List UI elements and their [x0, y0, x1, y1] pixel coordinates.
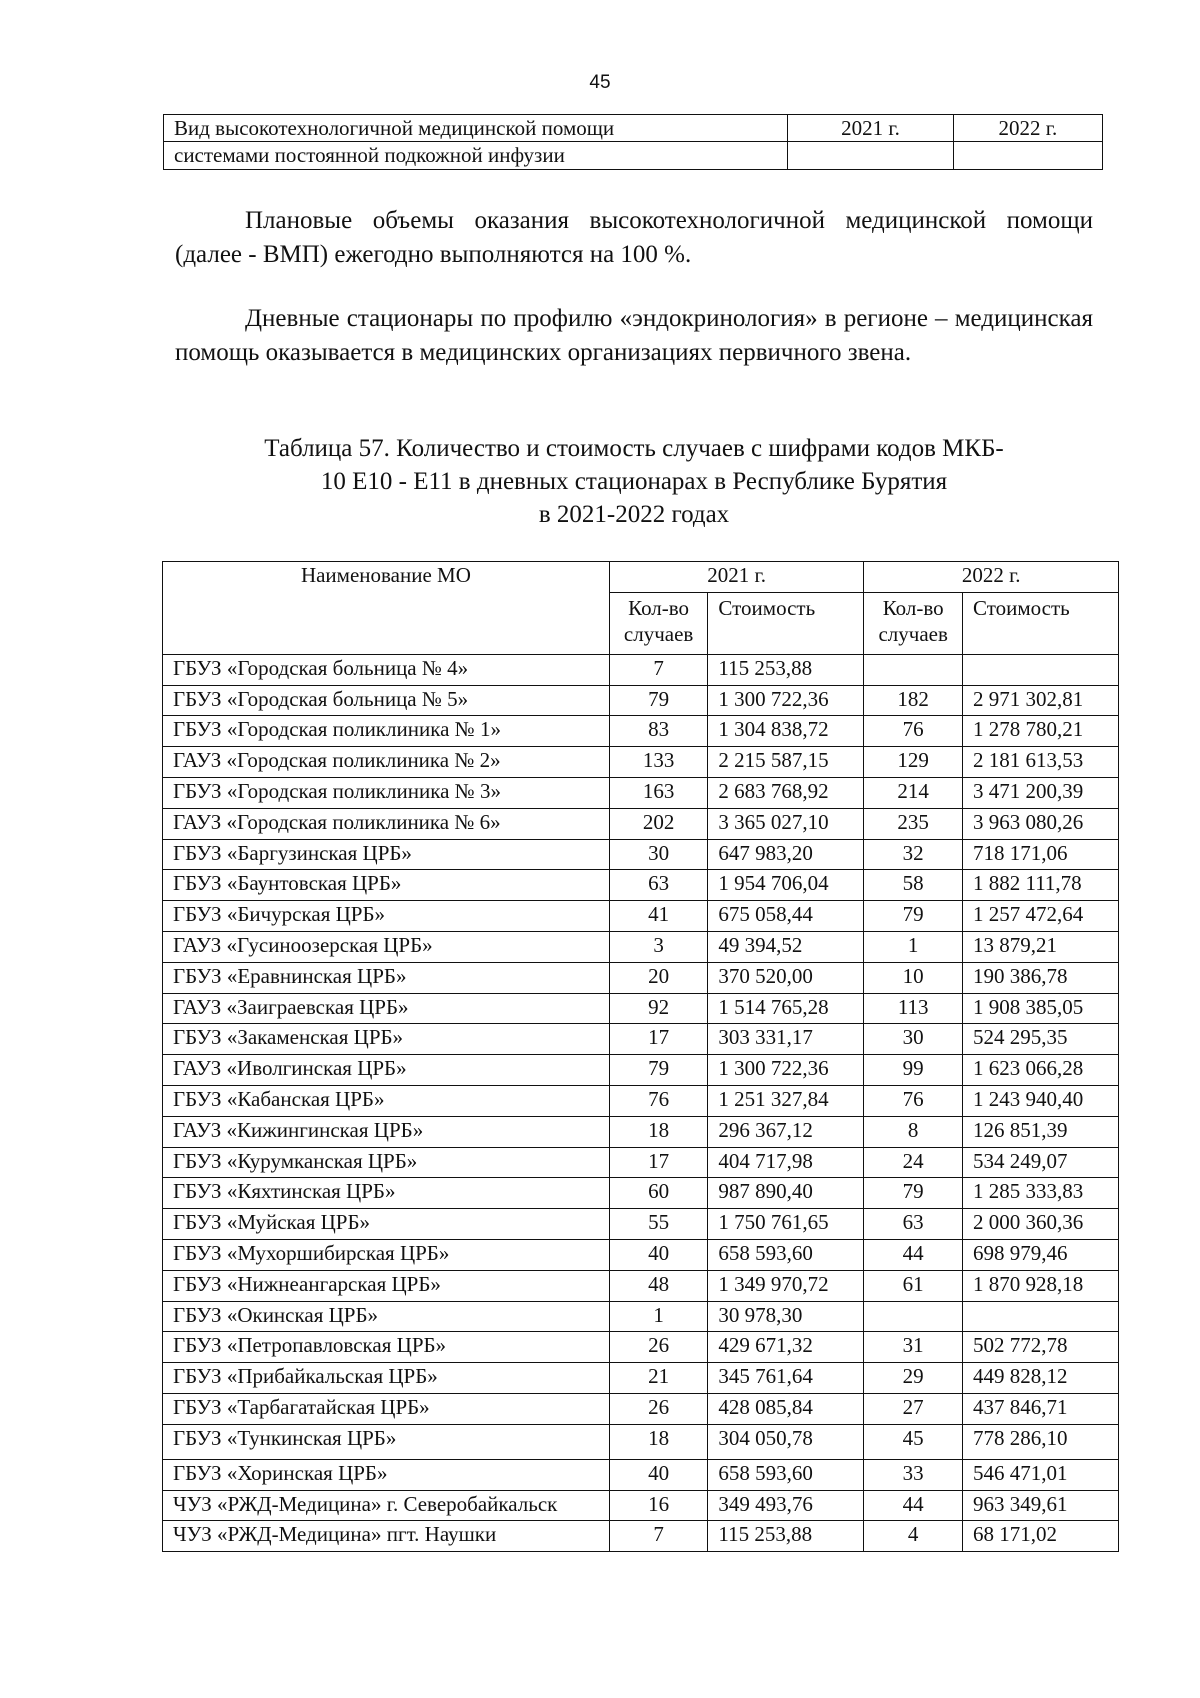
- cell-count-2021: 26: [609, 1332, 708, 1363]
- cell-cost-2022: 1 285 333,83: [962, 1178, 1118, 1209]
- cell-count-2021: 3: [609, 931, 708, 962]
- cell-count-2021: 21: [609, 1363, 708, 1394]
- table-row: [163, 685, 1119, 716]
- cell-cost-2022: 449 828,12: [962, 1363, 1118, 1394]
- cell-cost-2022: 546 471,01: [962, 1459, 1118, 1490]
- cell-cost-2022: 1 908 385,05: [962, 993, 1118, 1024]
- cell-count-2021: 41: [609, 901, 708, 932]
- cell-cost-2021: 1 304 838,72: [708, 716, 864, 747]
- cell-name: ГБУЗ «Еравнинская ЦРБ»: [163, 962, 610, 993]
- table-row: [163, 1393, 1119, 1424]
- cell-cost-2022: 502 772,78: [962, 1332, 1118, 1363]
- cell-count-2021: 83: [609, 716, 708, 747]
- table-row: [163, 993, 1119, 1024]
- cell-cost-2021: 658 593,60: [708, 1239, 864, 1270]
- table-row: [163, 1521, 1119, 1552]
- table-row: [163, 1332, 1119, 1363]
- cell-cost-2022: 1 243 940,40: [962, 1085, 1118, 1116]
- cell-count-2021: 26: [609, 1393, 708, 1424]
- cell-cost-2021: 1 349 970,72: [708, 1270, 864, 1301]
- cell-cost-2022: 3 471 200,39: [962, 777, 1118, 808]
- header-cost-2022: Стоимость: [962, 592, 1118, 654]
- cell-name: ГБУЗ «Баунтовская ЦРБ»: [163, 870, 610, 901]
- cell-name: ГБУЗ «Бичурская ЦРБ»: [163, 901, 610, 932]
- cell-name: ГБУЗ «Окинская ЦРБ»: [163, 1301, 610, 1332]
- cell-count-2022: 4: [864, 1521, 963, 1552]
- table-row: [163, 1116, 1119, 1147]
- cell-cost-2022: 2 000 360,36: [962, 1209, 1118, 1240]
- cell-cost-2022: 524 295,35: [962, 1024, 1118, 1055]
- cell-cost-2022: 1 623 066,28: [962, 1055, 1118, 1086]
- cell-count-2022: 44: [864, 1490, 963, 1521]
- cell-cost-2022: [962, 654, 1118, 685]
- cell-cost-2022: 68 171,02: [962, 1521, 1118, 1552]
- cell-cost-2021: 303 331,17: [708, 1024, 864, 1055]
- cell-cost-2021: 349 493,76: [708, 1490, 864, 1521]
- cell-count-2022: 61: [864, 1270, 963, 1301]
- table-row: [163, 1424, 1119, 1459]
- cell-cost-2022: 698 979,46: [962, 1239, 1118, 1270]
- cell-name: ЧУЗ «РЖД-Медицина» г. Северобайкальск: [163, 1490, 610, 1521]
- header-name: Наименование МО: [163, 562, 610, 655]
- cell-count-2021: 63: [609, 870, 708, 901]
- cell-cost-2022: 2 181 613,53: [962, 747, 1118, 778]
- table-row: [163, 1024, 1119, 1055]
- cell-cost-2021: 1 514 765,28: [708, 993, 864, 1024]
- cell-count-2022: 63: [864, 1209, 963, 1240]
- cell-name: ГБУЗ «Кабанская ЦРБ»: [163, 1085, 610, 1116]
- table-caption-line-3: в 2021-2022 годах: [538, 501, 730, 528]
- table-row: [163, 1178, 1119, 1209]
- main-table-header-row-1: [163, 562, 1119, 593]
- cell-count-2021: 18: [609, 1424, 708, 1459]
- cell-cost-2021: 49 394,52: [708, 931, 864, 962]
- top-table-row: [164, 142, 1103, 169]
- cell-name: ГБУЗ «Городская поликлиника № 3»: [163, 777, 610, 808]
- table-row: [163, 1363, 1119, 1394]
- cell-count-2021: 30: [609, 839, 708, 870]
- table-row: [163, 901, 1119, 932]
- cell-count-2022: 235: [864, 808, 963, 839]
- cell-cost-2022: 718 171,06: [962, 839, 1118, 870]
- cell-count-2022: 79: [864, 901, 963, 932]
- cell-name: ГБУЗ «Нижнеангарская ЦРБ»: [163, 1270, 610, 1301]
- header-2021: 2021 г.: [609, 562, 864, 593]
- cell-name: ГБУЗ «Прибайкальская ЦРБ»: [163, 1363, 610, 1394]
- cell-count-2022: 182: [864, 685, 963, 716]
- cell-count-2021: 1: [609, 1301, 708, 1332]
- top-table-cell-2021: [788, 142, 953, 169]
- main-table-body: [163, 654, 1119, 1551]
- cell-count-2022: 31: [864, 1332, 963, 1363]
- table-row: [163, 931, 1119, 962]
- table-row: [163, 747, 1119, 778]
- cell-name: ГБУЗ «Городская поликлиника № 1»: [163, 716, 610, 747]
- top-table-cell-type: системами постоянной подкожной инфузии: [164, 142, 788, 169]
- table-row: [163, 839, 1119, 870]
- cell-name: ГАУЗ «Гусиноозерская ЦРБ»: [163, 931, 610, 962]
- cell-cost-2022: 2 971 302,81: [962, 685, 1118, 716]
- cell-count-2021: 55: [609, 1209, 708, 1240]
- cell-count-2022: 99: [864, 1055, 963, 1086]
- cell-cost-2021: 2 683 768,92: [708, 777, 864, 808]
- cell-cost-2021: 304 050,78: [708, 1424, 864, 1459]
- header-cost-2021: Стоимость: [708, 592, 864, 654]
- cell-name: ГБУЗ «Тарбагатайская ЦРБ»: [163, 1393, 610, 1424]
- cell-cost-2022: 126 851,39: [962, 1116, 1118, 1147]
- cell-cost-2022: 1 870 928,18: [962, 1270, 1118, 1301]
- cell-name: ГАУЗ «Кижингинская ЦРБ»: [163, 1116, 610, 1147]
- cell-cost-2021: 3 365 027,10: [708, 808, 864, 839]
- table-row: [163, 1085, 1119, 1116]
- cell-name: ГАУЗ «Иволгинская ЦРБ»: [163, 1055, 610, 1086]
- top-table-header-2021: 2021 г.: [788, 115, 953, 142]
- cell-cost-2021: 345 761,64: [708, 1363, 864, 1394]
- cell-count-2022: 76: [864, 716, 963, 747]
- cell-count-2022: [864, 1301, 963, 1332]
- table-row: [163, 1270, 1119, 1301]
- cell-name: ГАУЗ «Городская поликлиника № 6»: [163, 808, 610, 839]
- cell-count-2021: 202: [609, 808, 708, 839]
- table-row: [163, 1147, 1119, 1178]
- cell-count-2022: [864, 654, 963, 685]
- cell-count-2021: 76: [609, 1085, 708, 1116]
- table-row: [163, 654, 1119, 685]
- cell-cost-2022: 534 249,07: [962, 1147, 1118, 1178]
- main-table: [162, 561, 1119, 1552]
- paragraph-vmp: Плановые объемы оказания высокотехнологичной медицинской помощи (далее - ВМП) ежегодно выполняются на 100 %.: [175, 207, 1093, 268]
- table-row: [163, 1459, 1119, 1490]
- cell-count-2021: 133: [609, 747, 708, 778]
- cell-count-2022: 44: [864, 1239, 963, 1270]
- cell-cost-2021: 1 750 761,65: [708, 1209, 864, 1240]
- top-table-header-type: Вид высокотехнологичной медицинской помощи: [164, 115, 788, 142]
- cell-name: ГБУЗ «Хоринская ЦРБ»: [163, 1459, 610, 1490]
- cell-count-2022: 113: [864, 993, 963, 1024]
- cell-cost-2021: 2 215 587,15: [708, 747, 864, 778]
- cell-count-2022: 214: [864, 777, 963, 808]
- table-row: [163, 870, 1119, 901]
- cell-cost-2022: 190 386,78: [962, 962, 1118, 993]
- cell-cost-2021: 1 954 706,04: [708, 870, 864, 901]
- cell-count-2021: 40: [609, 1459, 708, 1490]
- cell-cost-2021: 675 058,44: [708, 901, 864, 932]
- cell-count-2021: 18: [609, 1116, 708, 1147]
- cell-cost-2021: 987 890,40: [708, 1178, 864, 1209]
- cell-cost-2022: 1 278 780,21: [962, 716, 1118, 747]
- cell-name: ЧУЗ «РЖД-Медицина» пгт. Наушки: [163, 1521, 610, 1552]
- cell-count-2022: 24: [864, 1147, 963, 1178]
- cell-cost-2021: 296 367,12: [708, 1116, 864, 1147]
- cell-cost-2021: 115 253,88: [708, 654, 864, 685]
- cell-count-2021: 92: [609, 993, 708, 1024]
- cell-name: ГБУЗ «Мухоршибирская ЦРБ»: [163, 1239, 610, 1270]
- paragraph-day-hospitals: Дневные стационары по профилю «эндокринология» в регионе – медицинская помощь оказывается в медицинских организациях первичного звена.: [175, 305, 1093, 366]
- cell-cost-2021: 1 300 722,36: [708, 1055, 864, 1086]
- cell-cost-2021: 404 717,98: [708, 1147, 864, 1178]
- cell-cost-2022: 13 879,21: [962, 931, 1118, 962]
- cell-cost-2021: 1 300 722,36: [708, 685, 864, 716]
- table-row: [163, 777, 1119, 808]
- cell-name: ГБУЗ «Курумканская ЦРБ»: [163, 1147, 610, 1178]
- cell-cost-2021: 115 253,88: [708, 1521, 864, 1552]
- table-caption-line-2: 10 Е10 - Е11 в дневных стационарах в Республике Бурятия: [320, 468, 948, 495]
- cell-cost-2022: 1 882 111,78: [962, 870, 1118, 901]
- top-table: [163, 114, 1103, 170]
- cell-count-2021: 7: [609, 1521, 708, 1552]
- header-2022: 2022 г.: [864, 562, 1119, 593]
- cell-count-2022: 32: [864, 839, 963, 870]
- cell-count-2022: 45: [864, 1424, 963, 1459]
- header-count-2021: Кол-во случаев: [609, 592, 708, 654]
- cell-count-2021: 79: [609, 685, 708, 716]
- cell-name: ГБУЗ «Муйская ЦРБ»: [163, 1209, 610, 1240]
- cell-count-2021: 17: [609, 1147, 708, 1178]
- table-row: [163, 962, 1119, 993]
- cell-count-2021: 16: [609, 1490, 708, 1521]
- cell-cost-2022: 1 257 472,64: [962, 901, 1118, 932]
- cell-cost-2021: 658 593,60: [708, 1459, 864, 1490]
- cell-count-2021: 48: [609, 1270, 708, 1301]
- top-table-header-row: [164, 115, 1103, 142]
- cell-count-2022: 76: [864, 1085, 963, 1116]
- cell-name: ГАУЗ «Городская поликлиника № 2»: [163, 747, 610, 778]
- cell-cost-2021: 647 983,20: [708, 839, 864, 870]
- table-caption-line-1: Таблица 57. Количество и стоимость случаев с шифрами кодов МКБ-: [264, 435, 1004, 462]
- cell-cost-2021: 1 251 327,84: [708, 1085, 864, 1116]
- cell-count-2022: 58: [864, 870, 963, 901]
- cell-name: ГБУЗ «Тункинская ЦРБ»: [163, 1424, 610, 1459]
- table-row: [163, 1301, 1119, 1332]
- cell-count-2022: 129: [864, 747, 963, 778]
- top-table-header-2022: 2022 г.: [953, 115, 1102, 142]
- cell-cost-2021: 428 085,84: [708, 1393, 864, 1424]
- cell-count-2021: 20: [609, 962, 708, 993]
- table-row: [163, 1490, 1119, 1521]
- cell-cost-2022: 437 846,71: [962, 1393, 1118, 1424]
- cell-cost-2021: 370 520,00: [708, 962, 864, 993]
- cell-count-2022: 33: [864, 1459, 963, 1490]
- cell-count-2022: 27: [864, 1393, 963, 1424]
- cell-cost-2022: 778 286,10: [962, 1424, 1118, 1459]
- table-row: [163, 1239, 1119, 1270]
- cell-cost-2021: 429 671,32: [708, 1332, 864, 1363]
- cell-cost-2022: 3 963 080,26: [962, 808, 1118, 839]
- cell-cost-2021: 30 978,30: [708, 1301, 864, 1332]
- page-number: 45: [589, 72, 611, 93]
- table-caption: [175, 432, 1093, 531]
- table-row: [163, 716, 1119, 747]
- table-row: [163, 1209, 1119, 1240]
- cell-name: ГБУЗ «Закаменская ЦРБ»: [163, 1024, 610, 1055]
- cell-count-2021: 17: [609, 1024, 708, 1055]
- cell-count-2022: 30: [864, 1024, 963, 1055]
- cell-count-2022: 10: [864, 962, 963, 993]
- cell-count-2022: 8: [864, 1116, 963, 1147]
- header-count-2022: Кол-во случаев: [864, 592, 963, 654]
- cell-cost-2022: [962, 1301, 1118, 1332]
- cell-count-2021: 163: [609, 777, 708, 808]
- cell-cost-2022: 963 349,61: [962, 1490, 1118, 1521]
- cell-count-2021: 79: [609, 1055, 708, 1086]
- cell-count-2021: 40: [609, 1239, 708, 1270]
- table-row: [163, 1055, 1119, 1086]
- table-row: [163, 808, 1119, 839]
- cell-name: ГБУЗ «Петропавловская ЦРБ»: [163, 1332, 610, 1363]
- cell-name: ГБУЗ «Баргузинская ЦРБ»: [163, 839, 610, 870]
- cell-count-2022: 79: [864, 1178, 963, 1209]
- cell-count-2022: 29: [864, 1363, 963, 1394]
- cell-count-2021: 7: [609, 654, 708, 685]
- cell-name: ГАУЗ «Заиграевская ЦРБ»: [163, 993, 610, 1024]
- cell-name: ГБУЗ «Городская больница № 5»: [163, 685, 610, 716]
- cell-name: ГБУЗ «Городская больница № 4»: [163, 654, 610, 685]
- cell-name: ГБУЗ «Кяхтинская ЦРБ»: [163, 1178, 610, 1209]
- cell-count-2022: 1: [864, 931, 963, 962]
- cell-count-2021: 60: [609, 1178, 708, 1209]
- top-table-cell-2022: [953, 142, 1102, 169]
